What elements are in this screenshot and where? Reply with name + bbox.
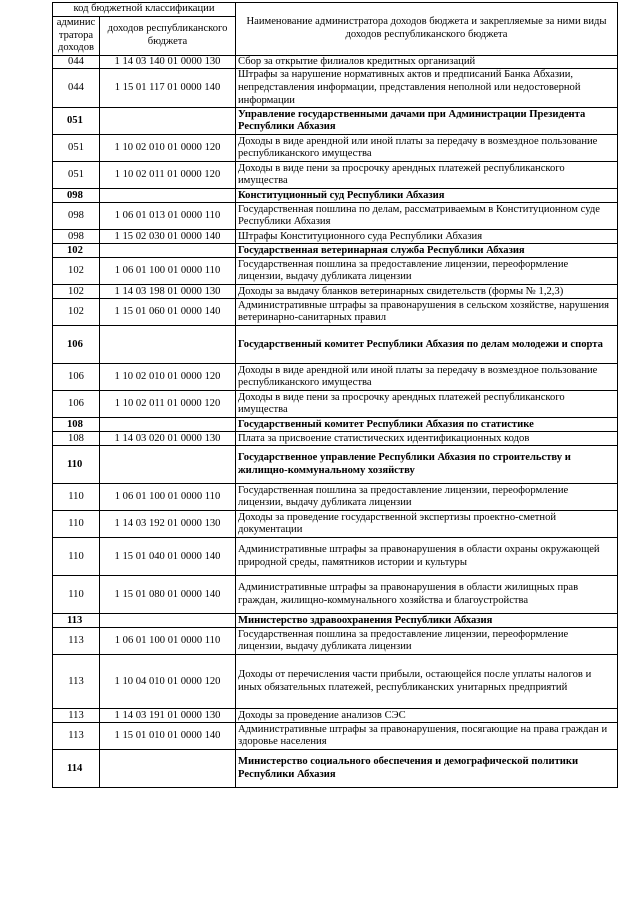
- administrator-code-cell: 113: [53, 709, 100, 723]
- revenue-name-cell: Доходы в виде пени за просрочку арендных платежей республиканского имущества: [236, 162, 618, 189]
- administrator-code-cell: 113: [53, 628, 100, 655]
- revenue-name-cell: Доходы в виде арендной или иной платы за передачу в возмездное пользование республиканского имущества: [236, 135, 618, 162]
- revenue-row: [53, 299, 618, 326]
- administrator-code-cell: 110: [53, 484, 100, 511]
- administrator-code-cell: 108: [53, 418, 100, 432]
- revenue-row: [53, 230, 618, 244]
- revenue-code-cell: 1 15 01 117 01 0000 140: [100, 69, 236, 108]
- administrator-row: [53, 750, 618, 788]
- revenue-row: [53, 484, 618, 511]
- revenue-name-cell: Государственная пошлина по делам, рассматриваемым в Конституционном суде Республики Абхазия: [236, 203, 618, 230]
- administrator-code-cell: 102: [53, 258, 100, 285]
- revenue-name-cell: Доходы от перечисления части прибыли, остающейся после уплаты налогов и иных обязательных платежей, республиканских унитарных предприятий: [236, 655, 618, 709]
- revenue-row: [53, 655, 618, 709]
- revenue-name-cell: Административные штрафы за правонарушения, посягающие на права граждан и здоровье населения: [236, 723, 618, 750]
- header-classification-code: код бюджетной классификации: [53, 3, 236, 17]
- revenue-name-cell: Административные штрафы за правонарушения в области жилищных прав граждан, жилищно-коммунального хозяйства и благоустройства: [236, 576, 618, 614]
- revenue-row: [53, 432, 618, 446]
- revenue-row: [53, 258, 618, 285]
- administrator-code-cell: 044: [53, 69, 100, 108]
- revenue-code-cell: 1 15 01 080 01 0000 140: [100, 576, 236, 614]
- revenue-name-cell: Доходы в виде арендной или иной платы за передачу в возмездное пользование республиканского имущества: [236, 364, 618, 391]
- revenue-row: [53, 709, 618, 723]
- revenue-name-cell: Штрафы за нарушение нормативных актов и предписаний Банка Абхазии, непредставления информации, представления неполной или недостоверной информации: [236, 69, 618, 108]
- revenue-name-cell: Государственная ветеринарная служба Республики Абхазия: [236, 244, 618, 258]
- revenue-code-cell: 1 14 03 191 01 0000 130: [100, 709, 236, 723]
- revenue-row: [53, 285, 618, 299]
- revenue-row: [53, 723, 618, 750]
- revenue-code-cell: [100, 418, 236, 432]
- revenue-name-cell: Министерство социального обеспечения и демографической политики Республики Абхазия: [236, 750, 618, 788]
- administrator-row: [53, 614, 618, 628]
- revenue-name-cell: Доходы за проведение государственной экспертизы проектно-сметной документации: [236, 511, 618, 538]
- revenue-row: [53, 55, 618, 69]
- header-administrator-code: админис тратора доходов: [53, 17, 100, 56]
- revenue-row: [53, 511, 618, 538]
- revenue-name-cell: Административные штрафы за правонарушения в области охраны окружающей природной среды, памятников истории и культуры: [236, 538, 618, 576]
- administrator-code-cell: 098: [53, 189, 100, 203]
- administrator-code-cell: 051: [53, 135, 100, 162]
- revenue-code-cell: 1 14 03 140 01 0000 130: [100, 55, 236, 69]
- revenue-code-cell: 1 15 02 030 01 0000 140: [100, 230, 236, 244]
- revenue-row: [53, 576, 618, 614]
- administrator-code-cell: 106: [53, 364, 100, 391]
- revenue-name-cell: Государственная пошлина за предоставление лицензии, переоформление лицензии, выдачу дубликата лицензии: [236, 258, 618, 285]
- revenue-row: [53, 203, 618, 230]
- revenue-code-cell: [100, 108, 236, 135]
- table-body: [53, 55, 618, 788]
- revenue-code-cell: 1 15 01 010 01 0000 140: [100, 723, 236, 750]
- revenue-row: [53, 364, 618, 391]
- revenue-code-cell: [100, 750, 236, 788]
- revenue-name-cell: Доходы за выдачу бланков ветеринарных свидетельств (формы № 1,2,3): [236, 285, 618, 299]
- administrator-row: [53, 108, 618, 135]
- revenue-row: [53, 135, 618, 162]
- revenue-name-cell: Государственная пошлина за предоставление лицензии, переоформление лицензии, выдачу дубликата лицензии: [236, 628, 618, 655]
- revenue-name-cell: Управление государственными дачами при Администрации Президента Республики Абхазия: [236, 108, 618, 135]
- administrator-code-cell: 108: [53, 432, 100, 446]
- revenue-code-cell: [100, 244, 236, 258]
- revenue-code-cell: 1 14 03 192 01 0000 130: [100, 511, 236, 538]
- revenue-code-cell: [100, 326, 236, 364]
- revenue-code-cell: 1 10 04 010 01 0000 120: [100, 655, 236, 709]
- revenue-name-cell: Государственная пошлина за предоставление лицензии, переоформление лицензии, выдачу дубликата лицензии: [236, 484, 618, 511]
- revenue-code-cell: 1 14 03 198 01 0000 130: [100, 285, 236, 299]
- administrator-code-cell: 102: [53, 299, 100, 326]
- budget-classification-document: [52, 2, 617, 788]
- revenue-name-cell: Доходы за проведение анализов СЭС: [236, 709, 618, 723]
- revenue-row: [53, 162, 618, 189]
- revenue-administrators-table: [52, 2, 618, 788]
- administrator-row: [53, 189, 618, 203]
- revenue-code-cell: 1 10 02 010 01 0000 120: [100, 364, 236, 391]
- administrator-code-cell: 098: [53, 230, 100, 244]
- revenue-code-cell: 1 10 02 011 01 0000 120: [100, 162, 236, 189]
- administrator-code-cell: 106: [53, 326, 100, 364]
- revenue-code-cell: 1 15 01 060 01 0000 140: [100, 299, 236, 326]
- administrator-code-cell: 051: [53, 162, 100, 189]
- revenue-name-cell: Штрафы Конституционного суда Республики Абхазия: [236, 230, 618, 244]
- revenue-name-cell: Сбор за открытие филиалов кредитных организаций: [236, 55, 618, 69]
- administrator-row: [53, 418, 618, 432]
- administrator-code-cell: 102: [53, 285, 100, 299]
- revenue-code-cell: 1 06 01 013 01 0000 110: [100, 203, 236, 230]
- administrator-code-cell: 110: [53, 511, 100, 538]
- revenue-name-cell: Доходы в виде пени за просрочку арендных платежей республиканского имущества: [236, 391, 618, 418]
- revenue-code-cell: 1 14 03 020 01 0000 130: [100, 432, 236, 446]
- administrator-code-cell: 098: [53, 203, 100, 230]
- revenue-row: [53, 391, 618, 418]
- revenue-row: [53, 628, 618, 655]
- administrator-code-cell: 106: [53, 391, 100, 418]
- administrator-code-cell: 102: [53, 244, 100, 258]
- administrator-code-cell: 110: [53, 446, 100, 484]
- administrator-code-cell: 110: [53, 576, 100, 614]
- revenue-name-cell: Государственное управление Республики Абхазия по строительству и жилищно-коммунальному хозяйству: [236, 446, 618, 484]
- revenue-name-cell: Государственный комитет Республики Абхазия по делам молодежи и спорта: [236, 326, 618, 364]
- administrator-code-cell: 051: [53, 108, 100, 135]
- administrator-code-cell: 113: [53, 655, 100, 709]
- revenue-name-cell: Государственный комитет Республики Абхазия по статистике: [236, 418, 618, 432]
- administrator-code-cell: 114: [53, 750, 100, 788]
- revenue-row: [53, 538, 618, 576]
- administrator-code-cell: 113: [53, 723, 100, 750]
- header-revenue-code: доходов республиканского бюджета: [100, 17, 236, 56]
- revenue-code-cell: 1 06 01 100 01 0000 110: [100, 258, 236, 285]
- administrator-row: [53, 244, 618, 258]
- revenue-name-cell: Плата за присвоение статистических идентификационных кодов: [236, 432, 618, 446]
- revenue-name-cell: Министерство здравоохранения Республики Абхазия: [236, 614, 618, 628]
- revenue-code-cell: 1 15 01 040 01 0000 140: [100, 538, 236, 576]
- revenue-code-cell: [100, 614, 236, 628]
- revenue-name-cell: Конституционный суд Республики Абхазия: [236, 189, 618, 203]
- header-administrator-name: Наименование администратора доходов бюджета и закрепляемые за ними виды доходов республиканского бюджета: [236, 3, 618, 56]
- revenue-code-cell: [100, 189, 236, 203]
- revenue-name-cell: Административные штрафы за правонарушения в сельском хозяйстве, нарушения ветеринарно-санитарных правил: [236, 299, 618, 326]
- administrator-code-cell: 044: [53, 55, 100, 69]
- administrator-row: [53, 326, 618, 364]
- revenue-code-cell: 1 10 02 011 01 0000 120: [100, 391, 236, 418]
- revenue-row: [53, 69, 618, 108]
- table-header: [53, 3, 618, 56]
- revenue-code-cell: 1 06 01 100 01 0000 110: [100, 484, 236, 511]
- administrator-code-cell: 113: [53, 614, 100, 628]
- revenue-code-cell: 1 10 02 010 01 0000 120: [100, 135, 236, 162]
- revenue-code-cell: 1 06 01 100 01 0000 110: [100, 628, 236, 655]
- administrator-code-cell: 110: [53, 538, 100, 576]
- administrator-row: [53, 446, 618, 484]
- revenue-code-cell: [100, 446, 236, 484]
